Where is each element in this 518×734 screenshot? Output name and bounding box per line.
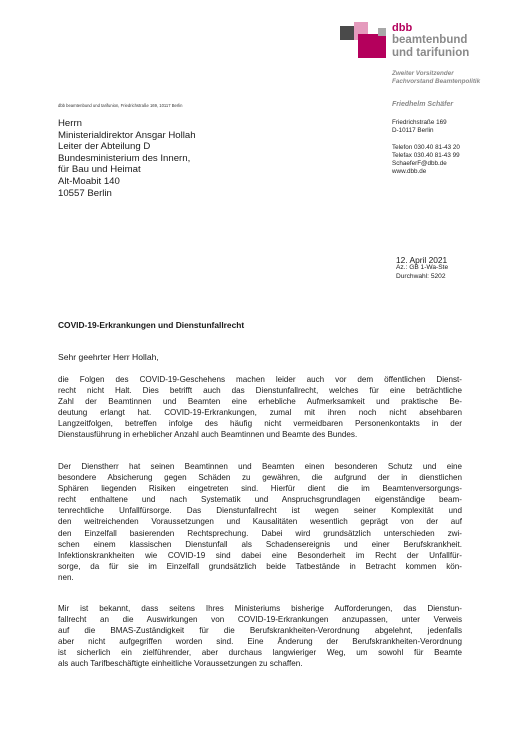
address-line: Alt-Moabit 140	[58, 175, 120, 187]
paragraph-line: recht enthaltene und nach Systematik und Anspruchsgrundlagen eigenständige beam-	[58, 495, 462, 505]
paragraph-line: Zahl der Beamtinnen und Beamten eine erhebliche Aufmerksamkeit und praktische Be-	[58, 397, 462, 407]
reference-number: Az.: GB 1-Wa-Ste	[396, 264, 449, 272]
paragraph-line: Langzeitfolgen, betreffen infolge des häufig nicht vermeidbaren Personenkontakts in der	[58, 419, 462, 429]
sender-fax: Telefax 030.40 81-43 99	[392, 152, 460, 159]
paragraph-line: Sphären liegenden Risiken eingetreten sind. Hierfür dient die im Beamtenversorgungs-	[58, 484, 462, 494]
paragraph-line: tenrechtliche Unfallfürsorge. Das Dienstunfallrecht ist wegen seiner Komplexität und	[58, 506, 462, 516]
paragraph-line: ist sicherlich ein zielführender, aber durchaus langwieriger Weg, um sowohl für Beamte	[58, 648, 462, 658]
sender-web[interactable]: www.dbb.de	[392, 168, 427, 175]
letter-date: 12. April 2021	[396, 255, 448, 265]
paragraph-line: sorge, da für sie im Einzelfall grundsätzlich beide Tatbestände in Betracht kommen kön-	[58, 561, 462, 571]
paragraph-line: nen.	[58, 572, 74, 582]
logo-text-beamtenbund: beamtenbund	[392, 34, 468, 46]
address-line: Herrn	[58, 118, 82, 129]
recipient-address	[58, 118, 196, 199]
logo-text-tarifunion: und tarifunion	[392, 47, 470, 59]
body-paragraph-1	[58, 374, 462, 441]
dbb-logo	[340, 22, 502, 70]
logo-square-magenta	[358, 34, 386, 58]
paragraph-line: deutung erlangt hat. COVID-19-Erkrankungen, zumal mit ihren noch nicht absehbaren	[58, 408, 462, 418]
paragraph-line: auf die BMAS-Zuständigkeit für die Berufskrankheiten-Verordnung abgelehnt, jedenfalls	[58, 626, 462, 636]
address-line: 10557 Berlin	[58, 187, 112, 199]
paragraph-line: schen einem klassischen Dienstunfall als Schadensereignis und einer Berufskrankheit.	[58, 539, 462, 549]
address-line: Ministerialdirektor Ansgar Hollah	[58, 129, 196, 141]
paragraph-line: den Einzelfall basierenden Rechtsprechung. Dabei wird grundsätzlich unterschieden zwi-	[58, 528, 462, 538]
paragraph-line: Der Dienstherr hat seinen Beamtinnen und Beamten einen besonderen Schutz und eine	[58, 462, 462, 471]
sender-role-1: Zweiter Vorsitzender	[392, 70, 454, 77]
paragraph-line: recht nicht Halt. Dies betrifft auch das Dienstunfallrecht, welches für eine beträchtliche	[58, 386, 462, 396]
paragraph-line: als auch Tarifbeschäftigte einheitliche Voraussetzungen zu schaffen.	[58, 659, 303, 669]
paragraph-line: Dienstausführung in erheblicher Anzahl auch Beamtinnen und Beamte des Bundes.	[58, 430, 358, 440]
paragraph-line: Infektionskrankheiten wie COVID-19 sind dabei eine Besonderheit im Recht der Unfallfür-	[58, 550, 462, 560]
address-line: für Bau und Heimat	[58, 164, 141, 176]
date-block	[396, 256, 448, 281]
paragraph-line: den weitreichenden Voraussetzungen und Kausalitäten wesentlich geprägt von der auf	[58, 517, 462, 527]
sender-return-line: dbb beamtenbund und tarifunion, Friedrichstraße 169, 10117 Berlin	[58, 103, 183, 108]
sender-email[interactable]: SchaeferF@dbb.de	[392, 160, 447, 167]
body-paragraph-2	[58, 461, 462, 583]
direct-extension: Durchwahl: 5202	[396, 272, 446, 280]
paragraph-line: Mir ist bekannt, dass seitens Ihres Ministeriums bisherige Aufforderungen, das Dienstun-	[58, 604, 462, 613]
paragraph-line: die Folgen des COVID-19-Geschehens machen leider auch vor dem öffentlichen Dienst-	[58, 375, 462, 384]
sender-city: D-10117 Berlin	[392, 127, 434, 134]
sender-street: Friedrichstraße 169	[392, 119, 447, 126]
address-line: Bundesministerium des Innern,	[58, 152, 191, 164]
sender-phone: Telefon 030.40 81-43 20	[392, 144, 460, 151]
letter-salutation: Sehr geehrter Herr Hollah,	[58, 352, 159, 362]
address-line: Leiter der Abteilung D	[58, 141, 151, 153]
body-paragraph-3	[58, 603, 462, 670]
sender-name: Friedhelm Schäfer	[392, 101, 454, 108]
logo-text-dbb: dbb	[392, 22, 413, 34]
sender-role-2: Fachvorstand Beamtenpolitik	[392, 78, 481, 85]
paragraph-line: fallrecht an die Auswirkungen von COVID-19-Erkrankungen anzupassen, unter Verweis	[58, 615, 462, 625]
paragraph-line: aber nicht aufgegriffen worden sind. Eine Änderung der Berufskrankheiten-Verordnung	[58, 637, 462, 647]
logo-square-grey	[378, 28, 386, 36]
paragraph-line: besondere Absicherung gegen Schäden zu gewähren, die aufgrund der in dienstlichen	[58, 473, 462, 483]
logo-square-dark	[340, 26, 354, 40]
letter-subject: COVID-19-Erkrankungen und Dienstunfallrecht	[58, 320, 245, 330]
